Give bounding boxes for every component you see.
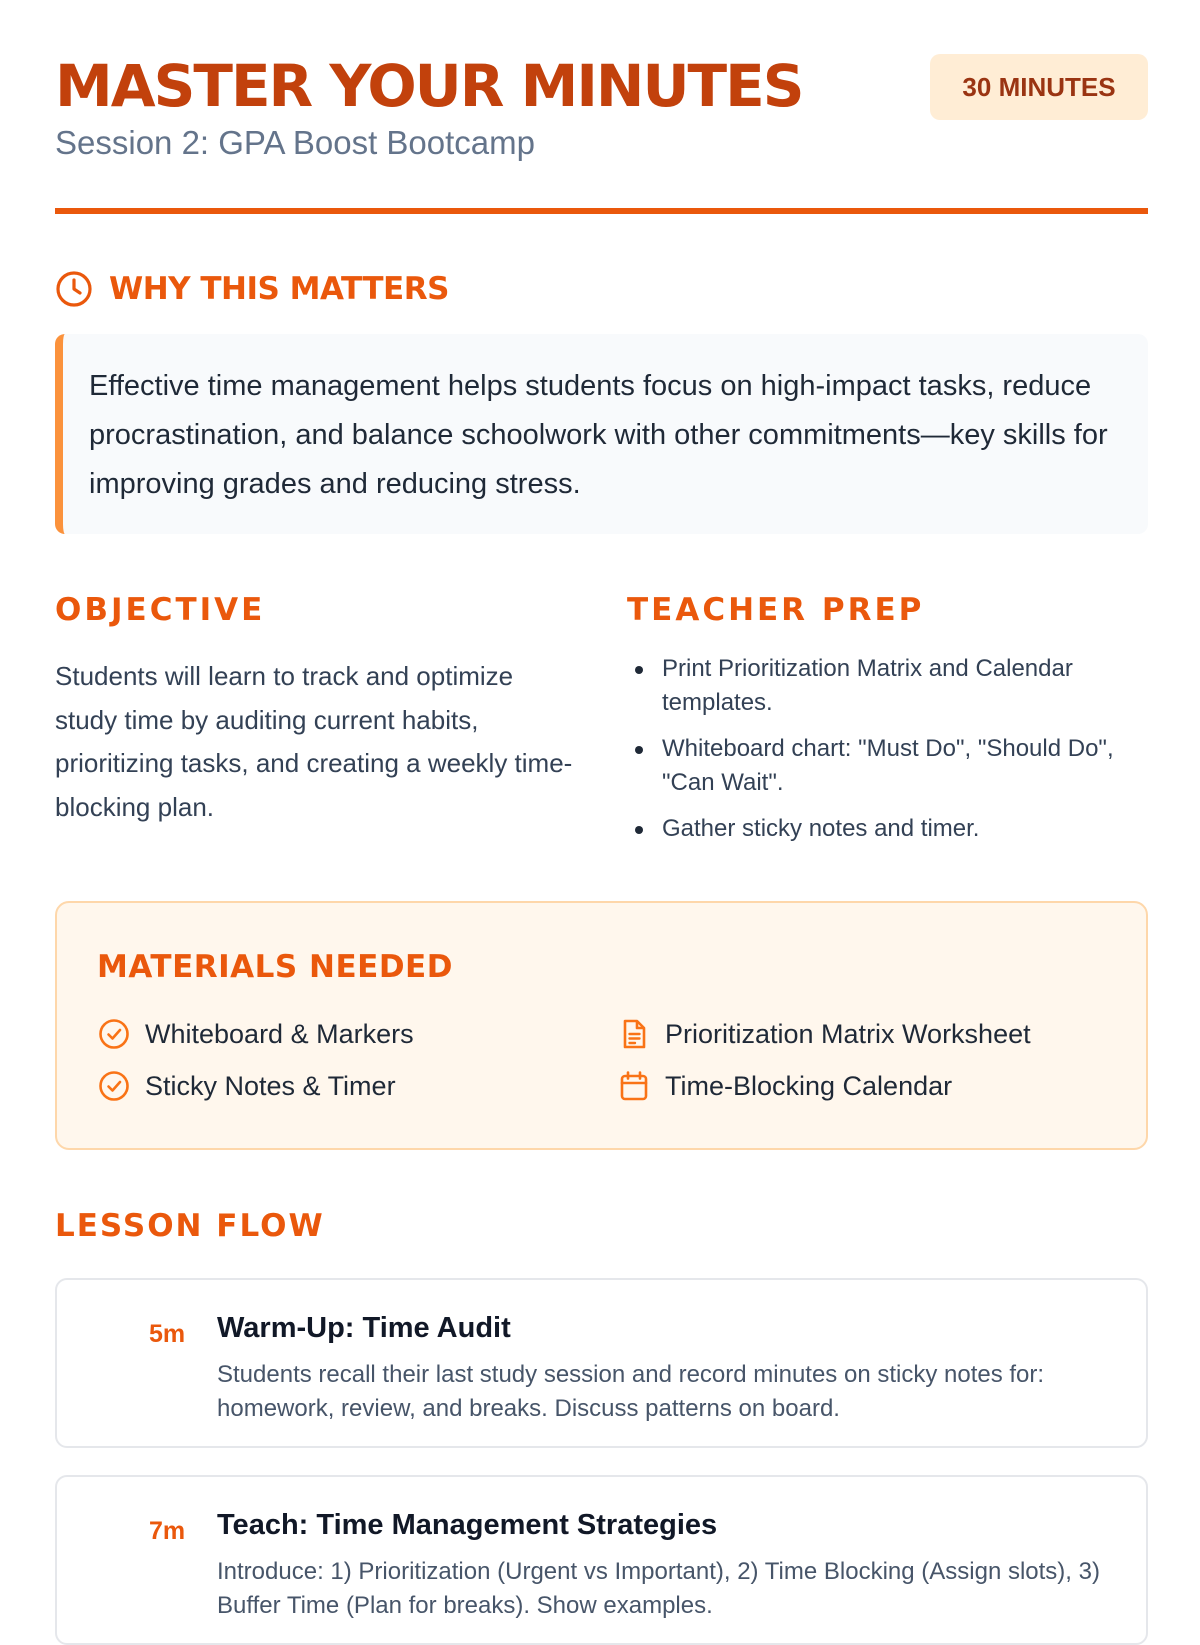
step-duration: 5m bbox=[149, 1320, 186, 1348]
document-icon bbox=[617, 1017, 651, 1051]
check-circle-icon bbox=[97, 1017, 131, 1051]
objective-heading: OBJECTIVE bbox=[55, 592, 266, 628]
material-label: Time-Blocking Calendar bbox=[665, 1070, 953, 1101]
clock-icon bbox=[55, 270, 93, 308]
material-item bbox=[617, 1069, 952, 1103]
lesson-step-card bbox=[55, 1475, 1148, 1645]
step-description: Introduce: 1) Prioritization (Urgent vs Important), 2) Time Blocking (Assign slots), 3) Buffer Time (Plan for breaks). Show examples. bbox=[217, 1558, 1100, 1619]
step-duration: 7m bbox=[149, 1517, 186, 1545]
step-title: Warm-Up: Time Audit bbox=[217, 1312, 511, 1344]
list-item: Print Prioritization Matrix and Calendar templates. bbox=[627, 652, 1148, 720]
header-divider bbox=[55, 208, 1148, 214]
material-item bbox=[97, 1069, 396, 1103]
material-label: Whiteboard & Markers bbox=[145, 1018, 414, 1049]
page-subtitle: Session 2: GPA Boost Bootcamp bbox=[55, 124, 535, 161]
materials-panel bbox=[55, 901, 1148, 1150]
lesson-flow-heading: LESSON FLOW bbox=[55, 1208, 325, 1244]
step-description: Students recall their last study session and record minutes on sticky notes for: homework, review, and breaks. Discuss patterns on board. bbox=[217, 1361, 1045, 1422]
material-item bbox=[617, 1017, 1031, 1051]
page-title: MASTER YOUR MINUTES bbox=[55, 52, 803, 120]
header bbox=[55, 0, 1148, 215]
lesson-plan-page bbox=[55, 0, 1148, 1619]
check-circle-icon bbox=[97, 1069, 131, 1103]
materials-heading: MATERIALS NEEDED bbox=[97, 949, 453, 985]
why-heading-label: WHY THIS MATTERS bbox=[109, 271, 449, 307]
teacher-prep-heading: TEACHER PREP bbox=[627, 592, 925, 628]
material-label: Prioritization Matrix Worksheet bbox=[665, 1018, 1031, 1049]
why-heading bbox=[55, 270, 449, 308]
teacher-prep-list bbox=[627, 652, 1148, 858]
lesson-step-card bbox=[55, 1278, 1148, 1448]
objective-text: Students will learn to track and optimize study time by auditing current habits, prioritizing tasks, and creating a weekly time-blocking plan. bbox=[55, 661, 573, 822]
step-title: Teach: Time Management Strategies bbox=[217, 1509, 718, 1541]
list-item: Whiteboard chart: "Must Do", "Should Do", "Can Wait". bbox=[627, 732, 1148, 800]
why-callout: Effective time management helps students focus on high-impact tasks, reduce procrastination, and balance schoolwork with other commitments—key skills for improving grades and reducing stress. bbox=[55, 334, 1148, 534]
list-item: Gather sticky notes and timer. bbox=[627, 812, 1148, 846]
material-item bbox=[97, 1017, 414, 1051]
calendar-icon bbox=[617, 1069, 651, 1103]
duration-badge: 30 MINUTES bbox=[930, 54, 1148, 120]
material-label: Sticky Notes & Timer bbox=[145, 1070, 396, 1101]
